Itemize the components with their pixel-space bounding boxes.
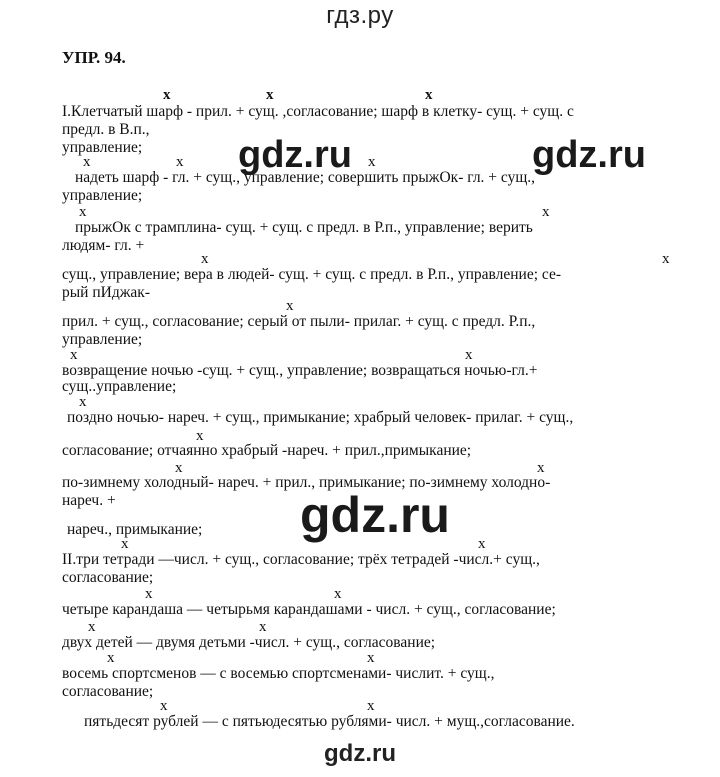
text-line: управление; xyxy=(62,331,143,348)
watermark: gdz.ru xyxy=(532,134,646,176)
text-line: предл. в В.п., xyxy=(62,121,150,138)
stress-mark: x xyxy=(79,204,87,220)
text-line: людям- гл. + xyxy=(62,237,145,254)
stress-mark: x xyxy=(176,154,184,170)
stress-mark: x xyxy=(368,154,376,170)
text-line: согласование; отчаянно храбрый -нареч. + прил.,примыкание; xyxy=(62,442,472,459)
watermark: gdz.ru xyxy=(300,487,450,543)
text-line: II.три тетради —числ. + сущ., согласование; трёх тетрадей -числ.+ сущ., xyxy=(62,551,540,568)
stress-mark: x xyxy=(367,698,375,714)
text-line: сущ., управление; вера в людей- сущ. + сущ. с предл. в Р.п., управление; се- xyxy=(62,266,561,283)
stress-mark: x xyxy=(70,347,78,363)
text-line: управление; xyxy=(62,139,143,156)
text-line: надеть шарф - гл. + сущ., управление; совершить прыжОк- гл. + сущ., xyxy=(75,169,536,186)
stress-mark: x xyxy=(266,87,274,103)
stress-mark: x xyxy=(542,204,550,220)
text-line: поздно ночью- нареч. + сущ., примыкание; храбрый человек- прилаг. + сущ., xyxy=(67,409,574,426)
stress-mark: x xyxy=(259,619,267,635)
text-line: нареч. + xyxy=(62,492,116,509)
stress-mark: x xyxy=(175,460,183,476)
text-line: рый пИджак- xyxy=(62,284,150,301)
stress-mark: x xyxy=(478,536,486,552)
text-line: пятьдесят рублей — с пятьюдесятью рублями- числ. + мущ.,согласование. xyxy=(84,713,575,730)
stress-mark: x xyxy=(121,536,129,552)
stress-mark: x xyxy=(196,428,204,444)
text-line: согласование; xyxy=(62,683,154,700)
text-line: сущ..управление; xyxy=(62,378,177,395)
text-line: согласование; xyxy=(62,569,154,586)
site-header: гдз.ру xyxy=(326,2,394,29)
site-footer: gdz.ru xyxy=(324,740,396,767)
stress-mark: x xyxy=(83,154,91,170)
stress-mark: x xyxy=(79,394,87,410)
text-line: управление; xyxy=(62,187,143,204)
watermark: gdz.ru xyxy=(238,134,352,176)
text-line: I.Клетчатый шарф - прил. + сущ. ,согласование; шарф в клетку- сущ. + сущ. с xyxy=(62,103,574,120)
text-line: возвращение ночью -сущ. + сущ., управление; возвращаться ночью-гл.+ xyxy=(62,362,538,379)
stress-mark: x xyxy=(425,87,433,103)
text-line: прил. + сущ., согласование; серый от пыли- прилаг. + сущ. с предл. Р.п., xyxy=(62,313,536,330)
stress-mark: x xyxy=(88,619,96,635)
stress-mark: x xyxy=(145,586,153,602)
stress-mark: x xyxy=(286,298,294,314)
text-line: восемь спортсменов — с восемью спортсменами- числит. + сущ., xyxy=(62,665,495,682)
stress-mark: x xyxy=(537,460,545,476)
stress-mark: x xyxy=(160,698,168,714)
text-line: двух детей — двумя детьми -числ. + сущ., согласование; xyxy=(62,634,436,651)
stress-mark: x xyxy=(662,251,670,267)
text-line: нареч., примыкание; xyxy=(67,521,203,538)
exercise-title: УПР. 94. xyxy=(62,48,126,67)
text-line: четыре карандаша — четырьмя карандашами - числ. + сущ., согласование; xyxy=(62,601,556,618)
stress-mark: x xyxy=(107,650,115,666)
text-line: по-зимнему холодный- нареч. + прил., примыкание; по-зимнему холодно- xyxy=(62,474,551,491)
stress-mark: x xyxy=(367,650,375,666)
stress-mark: x xyxy=(201,251,209,267)
stress-mark: x xyxy=(334,586,342,602)
stress-mark: x xyxy=(465,347,473,363)
stress-mark: x xyxy=(163,87,171,103)
text-line: прыжОк с трамплина- сущ. + сущ. с предл. в Р.п., управление; верить xyxy=(75,219,533,236)
